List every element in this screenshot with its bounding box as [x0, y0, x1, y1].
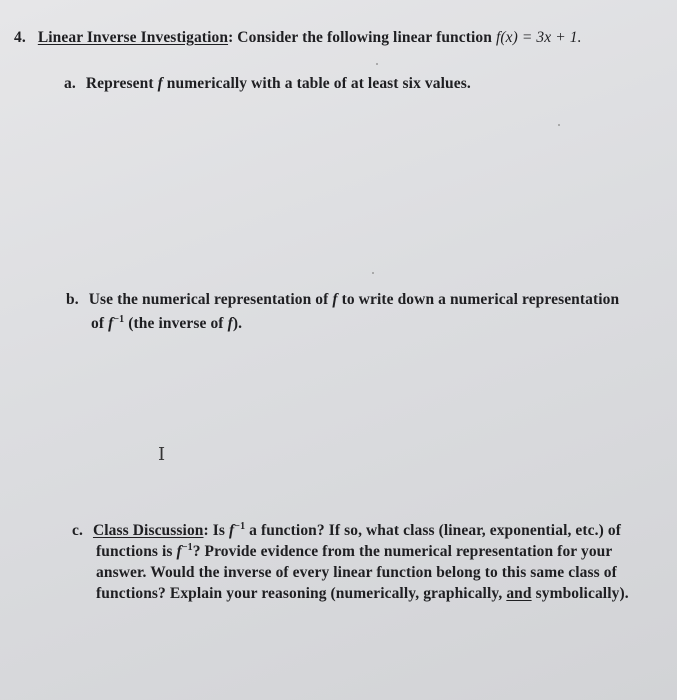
part-c-l4-post: symbolically).	[531, 585, 629, 602]
part-a-text-post: numerically with a table of at least six values.	[162, 75, 471, 92]
part-c-and-underlined: and	[506, 585, 532, 602]
part-c-inverse-superscript: −1	[234, 521, 246, 532]
part-b-line-1	[66, 291, 619, 309]
part-a-text-pre: Represent	[85, 75, 158, 92]
part-c-l2-inverse-superscript: −1	[181, 542, 193, 553]
paper-speck	[372, 272, 374, 274]
part-a-marker: a.	[64, 75, 76, 92]
part-b-line2-f: f	[227, 315, 233, 332]
part-c-line-1	[72, 522, 621, 540]
title-colon: :	[228, 29, 234, 46]
part-c-l2-post: ? Provide evidence from the numerical representation for your	[192, 543, 613, 560]
part-b-line-2	[91, 315, 242, 333]
class-discussion-label: Class Discussion	[92, 522, 204, 539]
part-b-line1-pre: Use the numerical representation of	[88, 291, 333, 308]
part-c-marker: c.	[72, 522, 83, 539]
part-c-l1-pre: Is	[208, 522, 229, 539]
part-b-line2-post: ).	[232, 315, 243, 332]
part-c-l1-post: a function? If so, what class (linear, exponential, etc.) of	[245, 522, 621, 539]
question-intro: Consider the following linear function	[233, 29, 496, 46]
question-title: Linear Inverse Investigation	[37, 29, 229, 46]
part-c-l2-pre: functions is	[96, 543, 177, 560]
part-c-line-4	[96, 585, 629, 603]
part-c-l2-f: f	[176, 543, 182, 560]
function-definition: f(x) = 3x + 1.	[495, 29, 582, 46]
part-b-marker: b.	[66, 291, 79, 308]
part-c-l4-pre: functions? Explain your reasoning (numerically, graphically,	[96, 585, 507, 602]
part-b-line1-post: to write down a numerical representation	[337, 291, 620, 308]
question-4-heading	[14, 29, 582, 47]
paper-speck	[376, 63, 378, 65]
class-discussion-colon: :	[203, 522, 209, 539]
part-c-l1-f: f	[229, 522, 235, 539]
text-cursor-icon: I	[158, 444, 166, 465]
part-b-line2-pre: of	[91, 315, 109, 332]
part-c-line-2	[96, 543, 612, 561]
part-b-line2-mid: (the inverse of	[124, 315, 228, 332]
part-a	[64, 75, 471, 93]
part-b-f: f	[332, 291, 338, 308]
part-c-line-3: answer. Would the inverse of every linear function belong to this same class of	[96, 564, 617, 581]
part-a-f: f	[157, 75, 163, 92]
question-number: 4.	[14, 29, 26, 46]
paper-speck	[558, 124, 560, 126]
part-b-inverse-superscript: −1	[113, 314, 125, 325]
part-b-finv: f	[108, 315, 114, 332]
